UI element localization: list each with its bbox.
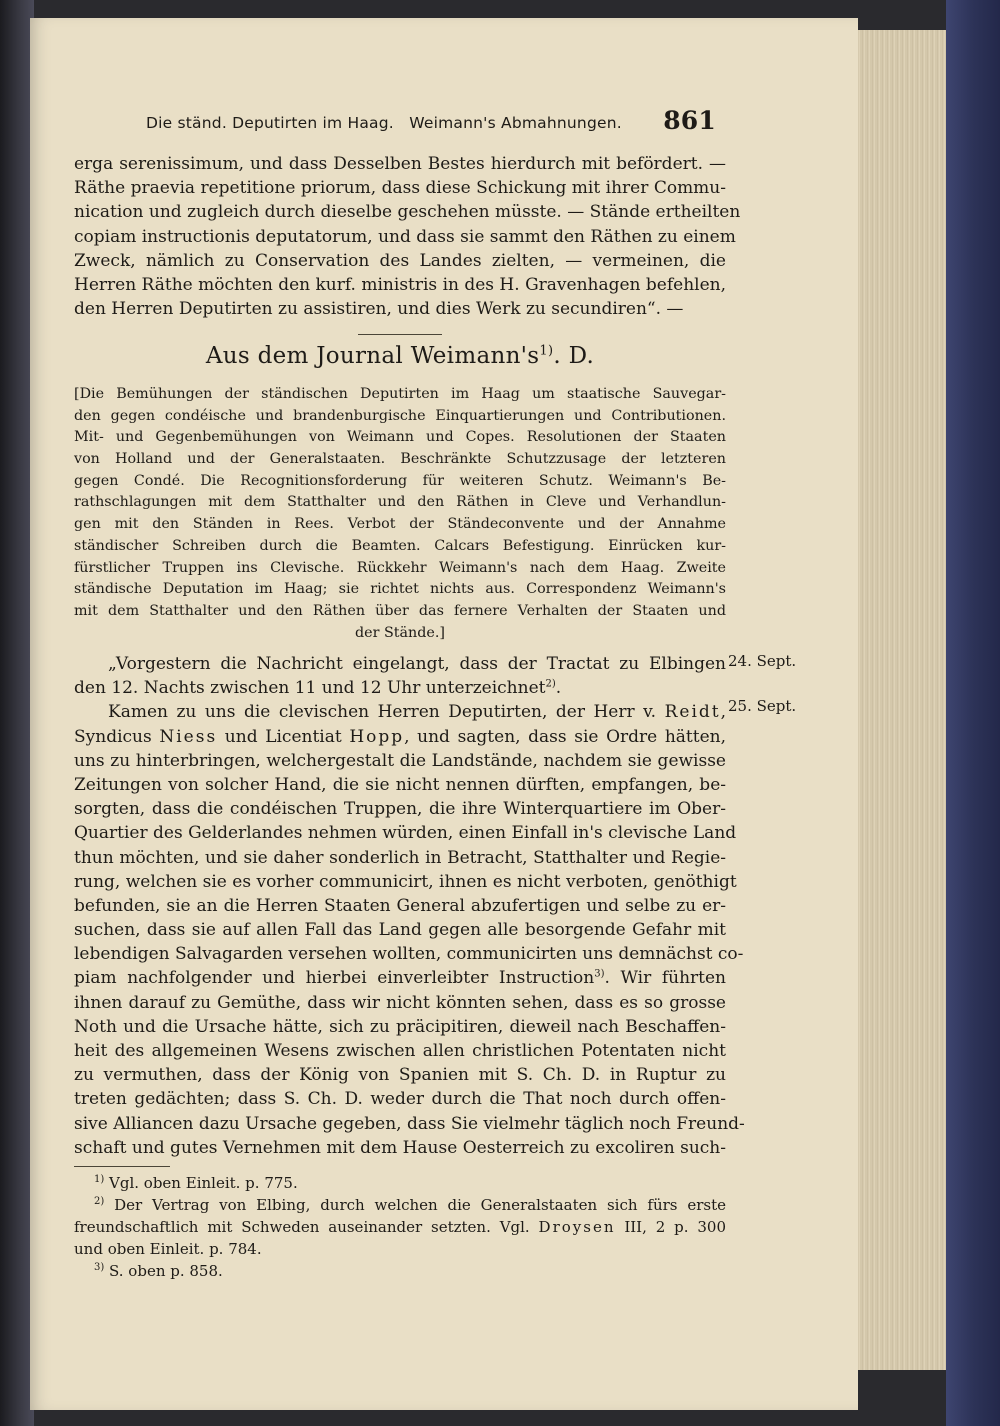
text-fragment: . bbox=[555, 678, 562, 699]
text-line: „Vorgestern die Nachricht eingelangt, dass der Tractat zu Elbingen bbox=[108, 654, 726, 674]
text-fragment: . Wir führten bbox=[604, 968, 726, 989]
text-fragment: , bbox=[720, 702, 726, 723]
footnote-text: Der Vertrag von Elbing, durch welchen die Generalstaaten sich fürs erste bbox=[104, 1196, 726, 1214]
margin-date: 25. Sept. bbox=[728, 697, 797, 715]
text-fragment: piam nachfolgender und hierbei einverleibter Instruction bbox=[74, 968, 595, 989]
text-line: ihnen darauf zu Gemüthe, dass wir nicht könnten sehen, dass es so grosse bbox=[74, 992, 726, 1013]
margin-date: 24. Sept. bbox=[728, 652, 797, 670]
footnote-2-end: und oben Einleit. p. 784. bbox=[74, 1240, 262, 1258]
person-name: Niess bbox=[159, 726, 218, 747]
text-line: schaft und gutes Vernehmen mit dem Hause Oesterreich zu excoliren such- bbox=[74, 1137, 726, 1158]
text-line: heit des allgemeinen Wesens zwischen allen christlichen Potentaten nicht bbox=[74, 1041, 726, 1061]
text-line: sorgten, dass die condéischen Truppen, die ihre Winterquartiere im Ober- bbox=[74, 799, 726, 820]
text-fragment: den 12. Nachts zwischen 11 und 12 Uhr unterzeichnet bbox=[74, 678, 546, 699]
summary-line: ständische Deputation im Haag; sie richtet nichts aus. Correspondenz Weimann's bbox=[74, 581, 726, 598]
text-line: Zeitungen von solcher Hand, die sie nicht nennen dürften, empfangen, be- bbox=[74, 774, 726, 795]
summary-line: rathschlagungen mit dem Statthalter und den Räthen in Cleve und Verhandlun- bbox=[74, 494, 726, 511]
summary-line: gen mit den Ständen in Rees. Verbot der Ständeconvente und der Annahme bbox=[74, 516, 726, 533]
footnote-marker: 2) bbox=[94, 1196, 105, 1207]
footnote-ref: 1) bbox=[539, 343, 554, 359]
footnote-2 bbox=[74, 1194, 726, 1216]
summary-line: Mit- und Gegenbemühungen von Weimann und Copes. Resolutionen der Staaten bbox=[74, 429, 726, 446]
text-fragment: Syndicus bbox=[74, 726, 160, 747]
text-fragment: , und sagten, dass sie Ordre hätten, bbox=[404, 726, 727, 747]
footnote-divider bbox=[74, 1166, 170, 1167]
section-divider bbox=[358, 334, 442, 335]
section-title-suffix: . D. bbox=[553, 343, 595, 369]
summary-line: der Stände.] bbox=[355, 624, 445, 641]
summary-line: [Die Bemühungen der ständischen Deputirten im Haag um staatische Sauvegar- bbox=[74, 386, 726, 402]
running-head-title: Die ständ. Deputirten im Haag. Weimann's Abmahnungen. bbox=[146, 114, 622, 132]
footnote-marker: 1) bbox=[94, 1174, 105, 1185]
summary-line: den gegen condéische und brandenburgische Einquartierungen und Contributionen. bbox=[74, 407, 726, 424]
text-line: thun möchten, und sie daher sonderlich in Betracht, Statthalter und Regie- bbox=[74, 847, 726, 868]
text-line: Quartier des Gelderlandes nehmen würden, einen Einfall in's clevische Land bbox=[74, 823, 737, 844]
person-name: Reidt bbox=[664, 702, 721, 723]
footnote-text: Vgl. oben Einleit. p. 775. bbox=[104, 1174, 298, 1192]
text-line bbox=[74, 676, 726, 700]
text-fragment: Kamen zu uns die clevischen Herren Deputirten, der Herr v. bbox=[108, 702, 665, 723]
book-spine-left bbox=[0, 0, 34, 1426]
text-line: sive Alliancen dazu Ursache gegeben, dass Sie vielmehr täglich noch Freund- bbox=[74, 1113, 745, 1134]
page-edges bbox=[846, 30, 952, 1370]
footnotes bbox=[74, 1172, 726, 1282]
text-line: nication und zugleich durch dieselbe geschehen müsste. — Stände ertheilten bbox=[74, 202, 741, 223]
text-line: treten gedächten; dass S. Ch. D. weder durch die That noch durch offen- bbox=[74, 1089, 726, 1110]
footnote-ref: 3) bbox=[594, 968, 605, 980]
summary-line: ständischer Schreiben durch die Beamten. Calcars Befestigung. Einrücken kur- bbox=[74, 537, 726, 554]
footnote-ref: 2) bbox=[545, 678, 556, 690]
section-title bbox=[74, 343, 726, 369]
author-name: Droysen bbox=[538, 1218, 616, 1236]
running-head bbox=[146, 108, 726, 140]
footnote-3 bbox=[74, 1260, 726, 1282]
text-line: Noth und die Ursache hätte, sich zu präcipitiren, dieweil nach Beschaffen- bbox=[74, 1016, 726, 1037]
section-summary bbox=[74, 384, 726, 644]
footnote-2-cont bbox=[74, 1216, 726, 1238]
footnote-1 bbox=[74, 1172, 726, 1194]
text-line bbox=[74, 725, 726, 749]
journal-text bbox=[74, 652, 745, 1160]
text-line: uns zu hinterbringen, welchergestalt die Landstände, nachdem sie gewisse bbox=[74, 750, 726, 771]
summary-line: mit dem Statthalter und den Räthen über das fernere Verhalten der Staaten und bbox=[74, 602, 726, 619]
page-number: 861 bbox=[663, 106, 716, 135]
person-name: Hopp bbox=[349, 726, 405, 747]
paragraph-continued bbox=[74, 152, 741, 321]
footnote-text: S. oben p. 858. bbox=[104, 1262, 223, 1280]
text-line: Zweck, nämlich zu Conservation des Landes zielten, — vermeinen, die bbox=[74, 250, 726, 271]
book-cover-right bbox=[946, 0, 1000, 1426]
text-line: rung, welchen sie es vorher communicirt, ihnen es nicht verboten, genöthigt bbox=[74, 871, 737, 892]
text-line: befunden, sie an die Herren Staaten General abzufertigen und selbe zu er- bbox=[74, 895, 726, 916]
footnote-text: III, 2 p. 300 bbox=[615, 1218, 726, 1236]
text-line bbox=[74, 966, 726, 990]
text-line: zu vermuthen, dass der König von Spanien mit S. Ch. D. in Ruptur zu bbox=[74, 1065, 726, 1086]
text-fragment: und Licentiat bbox=[217, 726, 350, 747]
footnote-text: freundschaftlich mit Schweden auseinander setzten. Vgl. bbox=[74, 1218, 539, 1236]
text-line: suchen, dass sie auf allen Fall das Land gegen alle besorgende Gefahr mit bbox=[74, 920, 726, 941]
text-line: Herren Räthe möchten den kurf. ministris in des H. Gravenhagen befehlen, bbox=[74, 274, 726, 295]
text-line: copiam instructionis deputatorum, und dass sie sammt den Räthen zu einem bbox=[74, 226, 736, 247]
summary-line: von Holland und der Generalstaaten. Beschränkte Schutzzusage der letzteren bbox=[74, 451, 726, 468]
text-line bbox=[74, 700, 726, 724]
text-line: den Herren Deputirten zu assistiren, und dies Werk zu secundiren“. — bbox=[74, 299, 684, 320]
section-title-text: Aus dem Journal Weimann's bbox=[205, 343, 540, 369]
text-line: lebendigen Salvagarden versehen wollten, communicirten uns demnächst co- bbox=[74, 944, 744, 965]
text-line: erga serenissimum, und dass Desselben Bestes hierdurch mit befördert. — bbox=[74, 154, 726, 174]
footnote-marker: 3) bbox=[94, 1262, 105, 1273]
summary-line: gegen Condé. Die Recognitionsforderung für weiteren Schutz. Weimann's Be- bbox=[74, 472, 726, 489]
text-line: Räthe praevia repetitione priorum, dass diese Schickung mit ihrer Commu- bbox=[74, 178, 726, 199]
summary-line: fürstlicher Truppen ins Clevische. Rückkehr Weimann's nach dem Haag. Zweite bbox=[74, 559, 726, 576]
